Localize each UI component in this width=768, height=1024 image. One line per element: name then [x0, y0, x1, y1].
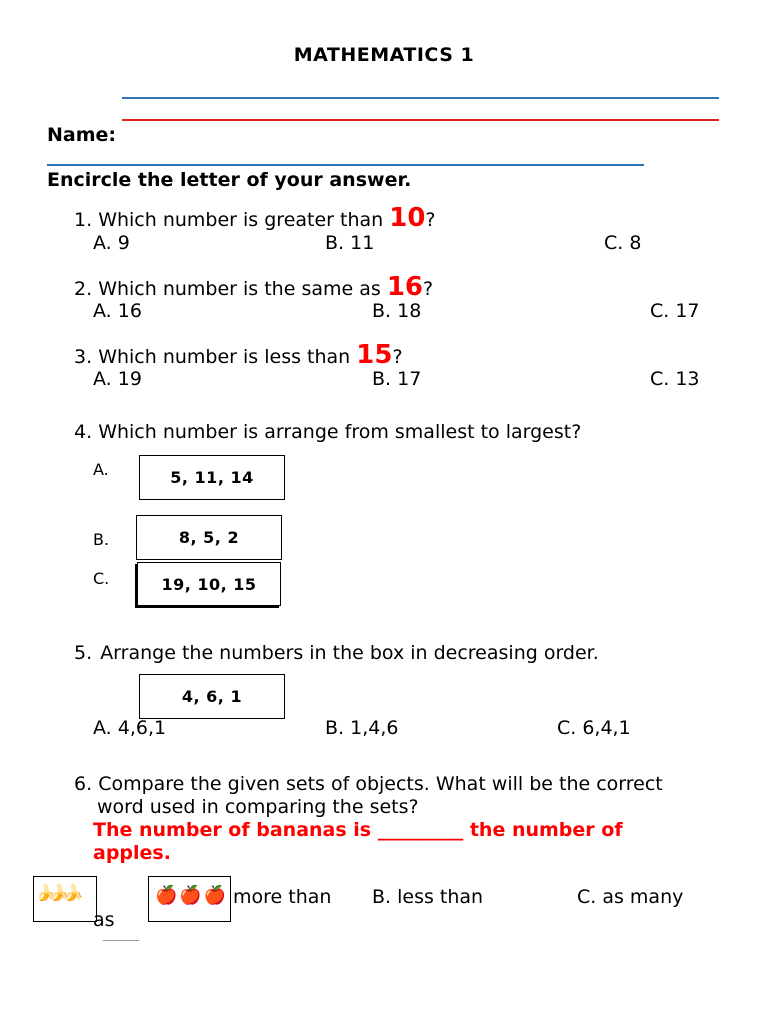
q2-option-b[interactable]: B. 18 [372, 300, 422, 322]
q6-option-b[interactable]: B. less than [372, 886, 484, 908]
q5-option-b[interactable]: B. 1,4,6 [325, 717, 399, 739]
q1-option-a[interactable]: A. 9 [93, 232, 130, 254]
question-text: Which number is less than [98, 346, 357, 368]
apple-set-box [148, 876, 231, 922]
question-number: 4. [74, 421, 93, 443]
q6-option-a[interactable]: more than [233, 886, 332, 908]
question-5 [74, 642, 599, 664]
decorative-underline [103, 940, 139, 941]
question-text: Which number is greater than [98, 209, 390, 231]
name-label: Name: [47, 124, 117, 146]
q1-option-c[interactable]: C. 8 [604, 232, 642, 254]
q6-option-c[interactable]: C. as many [577, 886, 684, 908]
question-text-line1: Compare the given sets of objects. What will be the correct [98, 773, 663, 795]
q4-box-c[interactable]: 19, 10, 15 [137, 562, 281, 606]
question-number: 5. [74, 642, 93, 664]
q1-option-b[interactable]: B. 11 [325, 232, 375, 254]
question-3 [74, 340, 403, 370]
q5-option-a[interactable]: A. 4,6,1 [93, 717, 167, 739]
question-mark: ? [392, 346, 403, 368]
q6-statement-line1: The number of bananas is _________ the number of [93, 819, 623, 841]
q4-label-b[interactable]: B. [93, 530, 110, 549]
q5-option-c[interactable]: C. 6,4,1 [557, 717, 631, 739]
question-text: Arrange the numbers in the box in decreasing order. [100, 642, 599, 664]
question-number: 1. [74, 209, 93, 231]
question-number: 2. [74, 278, 93, 300]
question-1 [74, 203, 436, 233]
question-text: Which number is the same as [98, 278, 387, 300]
q2-option-a[interactable]: A. 16 [93, 300, 142, 322]
name-underline [47, 164, 644, 166]
q6-option-c-continued: as [93, 909, 115, 931]
q5-number-box: 4, 6, 1 [139, 674, 285, 719]
question-number: 6. [74, 773, 93, 795]
instruction: Encircle the letter of your answer. [47, 169, 412, 191]
q3-option-b[interactable]: B. 17 [372, 368, 422, 390]
apple-icon: 🍎🍎🍎 [155, 885, 229, 906]
highlight-number: 16 [386, 272, 424, 302]
question-6 [74, 773, 663, 795]
q3-option-c[interactable]: C. 13 [650, 368, 700, 390]
q3-option-a[interactable]: A. 19 [93, 368, 142, 390]
highlight-number: 10 [389, 203, 426, 233]
q6-statement-line2: apples. [93, 842, 171, 864]
question-text: Which number is arrange from smallest to largest? [98, 421, 582, 443]
question-4 [74, 421, 581, 443]
q4-box-b[interactable]: 8, 5, 2 [136, 515, 282, 560]
question-mark: ? [425, 209, 436, 231]
q2-option-c[interactable]: C. 17 [650, 300, 700, 322]
question-mark: ? [423, 278, 434, 300]
underline-blue-top [122, 97, 719, 99]
question-6-line2: word used in comparing the sets? [97, 796, 419, 818]
q4-label-a[interactable]: A. [93, 460, 109, 479]
question-2 [74, 272, 433, 302]
question-number: 3. [74, 346, 93, 368]
underline-red-top [122, 119, 719, 121]
page-title: MATHEMATICS 1 [293, 44, 475, 66]
banana-set-box [33, 876, 97, 922]
q4-label-c[interactable]: C. [93, 569, 110, 588]
banana-icon: 🍌🍌🍌 [36, 883, 78, 902]
highlight-number: 15 [356, 340, 393, 370]
q4-box-a[interactable]: 5, 11, 14 [139, 455, 285, 500]
